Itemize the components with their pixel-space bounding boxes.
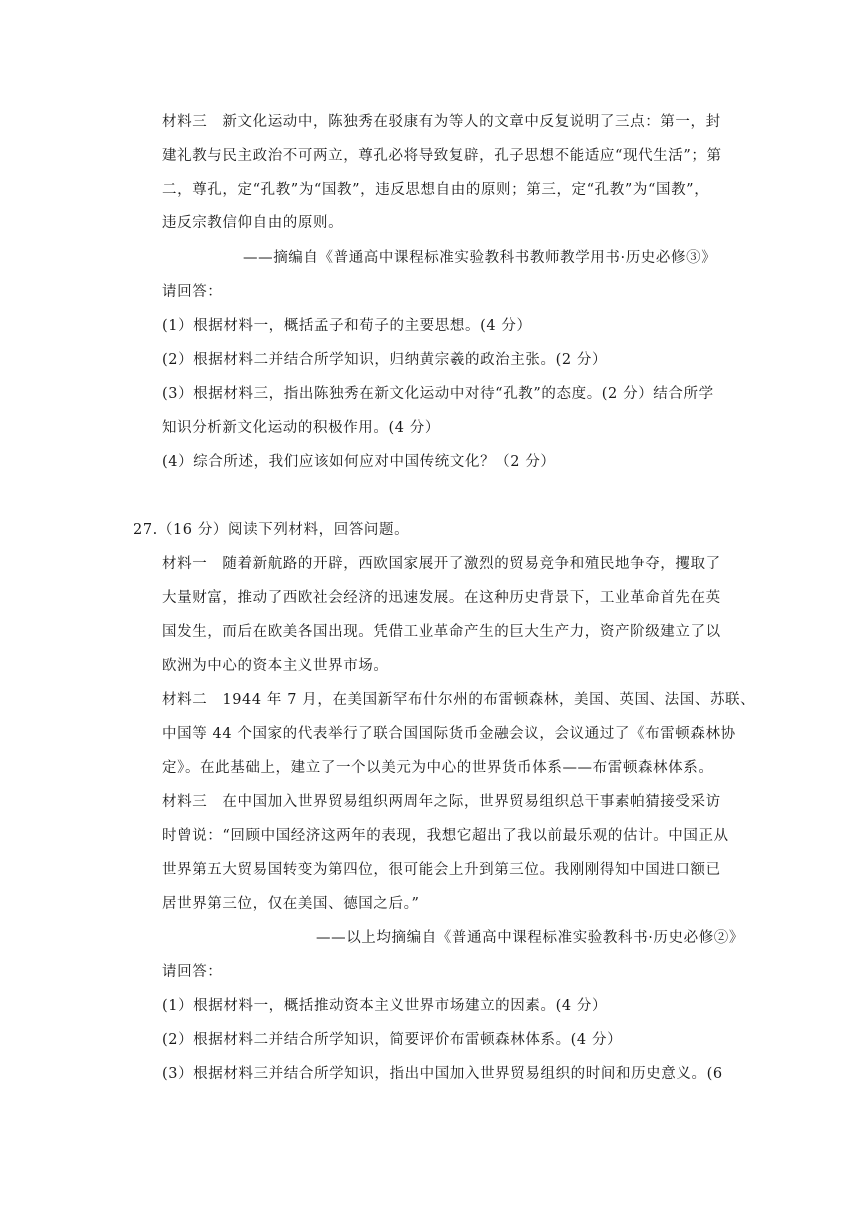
q27-material1-line-4: 欧洲为中心的资本主义世界市场。 — [162, 658, 389, 674]
q27-material1-line-2: 大量财富，推动了西欧社会经济的迅速发展。在这种历史背景下，工业革命首先在英 — [162, 590, 721, 606]
q27-header: 27.（16 分）阅读下列材料，回答问题。 — [133, 522, 410, 538]
q26-question-3: (3）根据材料三，指出陈独秀在新文化运动中对待“孔教”的态度。(2 分）结合所学 — [162, 386, 714, 402]
q27-question-3: (3）根据材料三并结合所学知识，指出中国加入世界贸易组织的时间和历史意义。(6 — [162, 1066, 723, 1082]
q27-source-citation: ——以上均摘编自《普通高中课程标准实验教科书·历史必修②》 — [316, 930, 745, 946]
q27-material2-line-2: 中国等 44 个国家的代表举行了联合国国际货币金融会议，会议通过了《布雷顿森林协 — [162, 726, 736, 742]
q27-material2-line-1: 材料二 1944 年 7 月，在美国新罕布什尔州的布雷顿森林，美国、英国、法国、苏联、 — [162, 692, 756, 708]
q27-material3-line-2: 时曾说：“回顾中国经济这两年的表现，我想它超出了我以前最乐观的估计。中国正从 — [162, 828, 729, 844]
q26-material3-line-1: 材料三 新文化运动中，陈独秀在驳康有为等人的文章中反复说明了三点：第一，封 — [162, 114, 721, 130]
q26-source-citation: ——摘编自《普通高中课程标准实验教科书教师教学用书·历史必修③》 — [243, 250, 717, 266]
q26-prompt: 请回答： — [162, 284, 223, 300]
q26-material3-line-3: 二，尊孔，定“孔教”为“国教”，违反思想自由的原则；第三，定“孔教”为“国教”， — [162, 182, 710, 198]
q27-prompt: 请回答： — [162, 964, 223, 980]
q26-question-4: (4）综合所述，我们应该如何应对中国传统文化？（2 分） — [162, 454, 556, 470]
q26-question-1: (1）根据材料一，概括孟子和荀子的主要思想。(4 分） — [162, 318, 532, 334]
q27-material3-line-1: 材料三 在中国加入世界贸易组织两周年之际，世界贸易组织总干事素帕猜接受采访 — [162, 794, 721, 810]
q26-material3-line-4: 违反宗教信仰自由的原则。 — [162, 215, 344, 231]
q27-material1-line-3: 国发生，而后在欧美各国出现。凭借工业革命产生的巨大生产力，资产阶级建立了以 — [162, 624, 721, 640]
q26-question-3-cont: 知识分析新文化运动的积极作用。(4 分） — [162, 420, 440, 436]
q26-question-2: (2）根据材料二并结合所学知识，归纳黄宗羲的政治主张。(2 分） — [162, 352, 608, 368]
q27-material3-line-3: 世界第五大贸易国转变为第四位，很可能会上升到第三位。我刚刚得知中国进口额已 — [162, 862, 721, 878]
q27-material1-line-1: 材料一 随着新航路的开辟，西欧国家展开了激烈的贸易竞争和殖民地争夺，攫取了 — [162, 556, 721, 572]
q27-material3-line-4: 居世界第三位，仅在美国、德国之后。” — [162, 896, 420, 912]
q26-material3-line-2: 建礼教与民主政治不可两立，尊孔必将导致复辟，孔子思想不能适应“现代生活”；第 — [162, 148, 722, 164]
q27-material2-line-3: 定》。在此基础上，建立了一个以美元为中心的世界货币体系——布雷顿森林体系。 — [162, 760, 714, 776]
q27-question-1: (1）根据材料一，概括推动资本主义世界市场建立的因素。(4 分） — [162, 998, 608, 1014]
q27-question-2: (2）根据材料二并结合所学知识，简要评价布雷顿森林体系。(4 分） — [162, 1032, 623, 1048]
